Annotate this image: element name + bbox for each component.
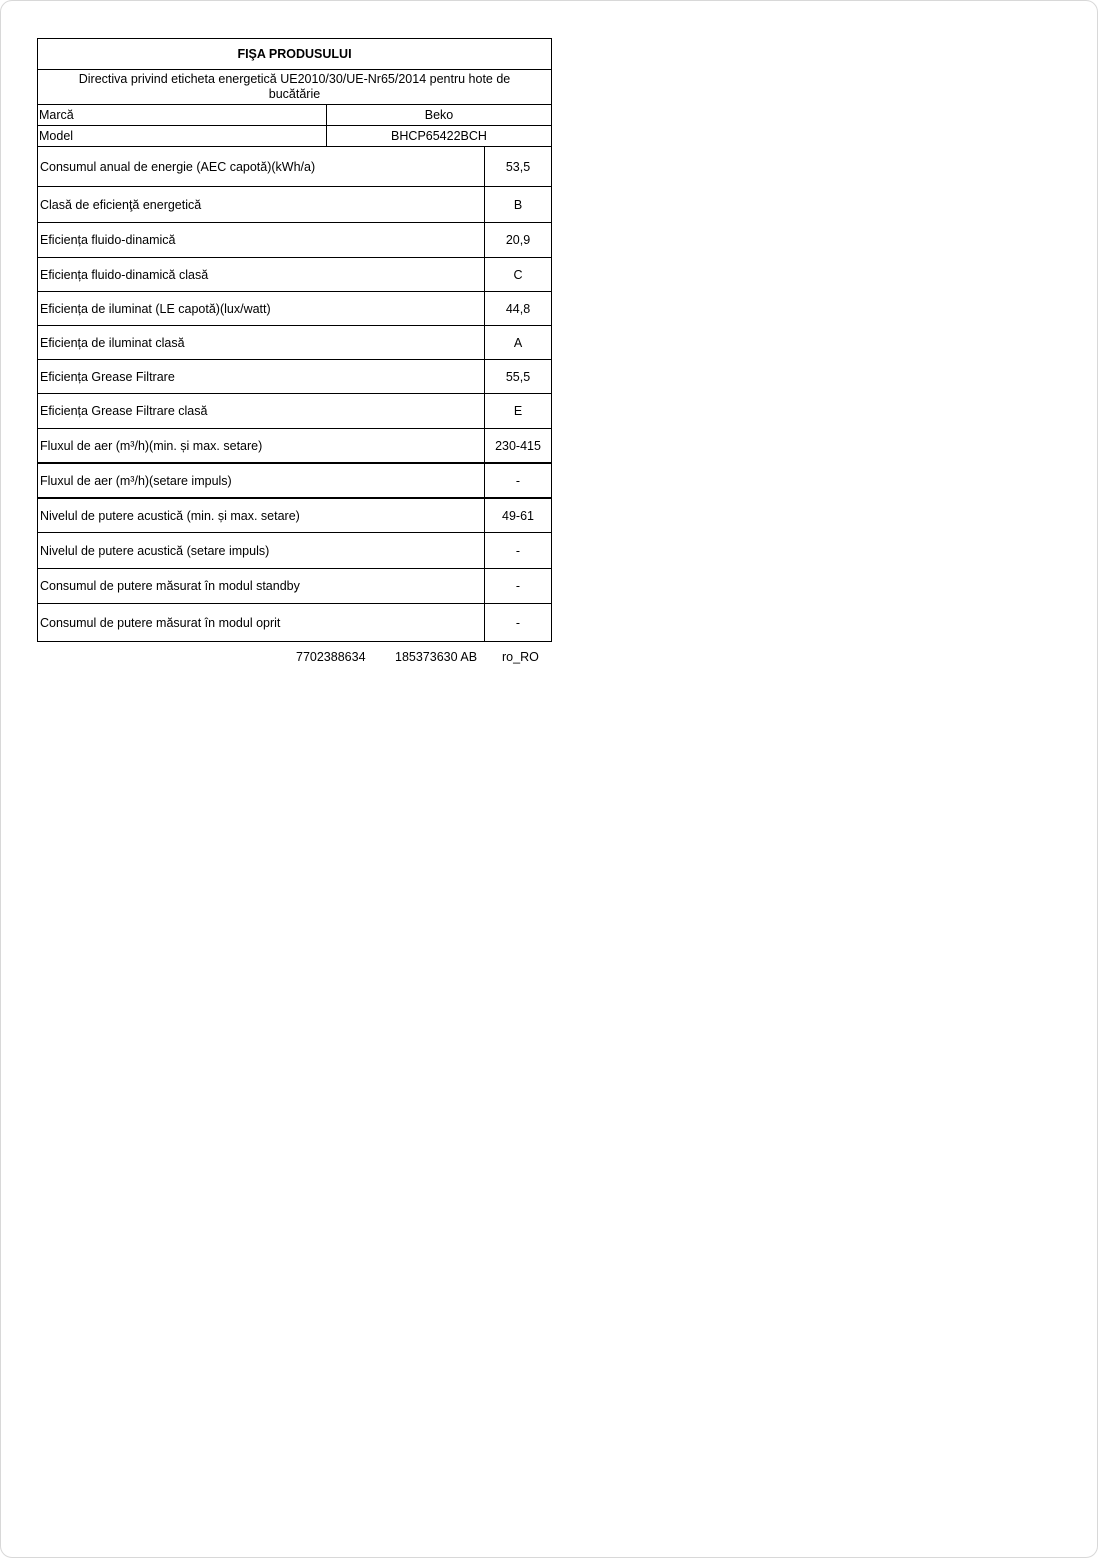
brand-label: Marcă [38,105,327,125]
spec-label: Nivelul de putere acustică (setare impuls) [38,533,485,568]
spec-value: - [515,543,521,558]
spec-label: Eficiența fluido-dinamică [38,223,485,257]
spec-row [38,187,551,223]
spec-value: - [515,579,521,593]
spec-value: 53,5 [505,159,531,174]
spec-label: Eficiența fluido-dinamică clasă [38,258,485,291]
footer-article-code: 7702388634 [296,650,366,664]
spec-label: Fluxul de aer (m³/h)(min. și max. setare) [38,429,485,462]
spec-row [38,464,551,499]
spec-value: 49-61 [502,508,534,523]
spec-label: Consumul de putere măsurat în modul oprit [38,604,485,641]
spec-value: - [515,473,521,488]
model-row [38,126,551,147]
spec-row [38,223,551,258]
spec-label: Eficiența de iluminat clasă [38,326,485,359]
spec-row [38,569,551,604]
spec-row [38,604,551,642]
model-value: BHCP65422BCH [391,129,487,143]
spec-row [38,533,551,569]
spec-value: A [513,335,523,350]
brand-row [38,105,551,126]
spec-label: Fluxul de aer (m³/h)(setare impuls) [38,464,485,497]
spec-label: Consumul anual de energie (AEC capotă)(kWh/a) [38,147,485,186]
footer-locale: ro_RO [502,650,539,664]
sheet-title: FIŞA PRODUSULUI [38,39,551,70]
spec-value: E [513,404,523,418]
spec-label: Clasă de eficienţă energetică [38,187,485,222]
spec-label: Eficiența Grease Filtrare clasă [38,394,485,428]
footer-codes [296,650,539,664]
footer-document-code: 185373630 AB [395,650,478,664]
spec-row [38,326,551,360]
spec-row [38,258,551,292]
model-label: Model [38,126,327,146]
brand-value: Beko [424,108,454,122]
spec-row [38,394,551,429]
spec-value: C [513,267,523,282]
spec-value: - [515,615,521,630]
spec-label: Nivelul de putere acustică (min. și max. setare) [38,499,485,532]
spec-row [38,429,551,464]
product-sheet-table [37,38,552,642]
spec-value: 55,5 [505,369,531,384]
spec-value: B [513,197,523,212]
spec-row [38,499,551,533]
spec-label: Eficiența de iluminat (LE capotă)(lux/watt) [38,292,485,325]
spec-value: 20,9 [505,233,531,247]
spec-row [38,360,551,394]
spec-value: 230-415 [495,438,541,453]
spec-row [38,292,551,326]
spec-label: Eficiența Grease Filtrare [38,360,485,393]
directive-text: Directiva privind eticheta energetică UE2010/30/UE-Nr65/2014 pentru hote de bucătărie [38,70,551,105]
spec-row [38,147,551,187]
spec-value: 44,8 [505,301,531,316]
spec-label: Consumul de putere măsurat în modul standby [38,569,485,603]
